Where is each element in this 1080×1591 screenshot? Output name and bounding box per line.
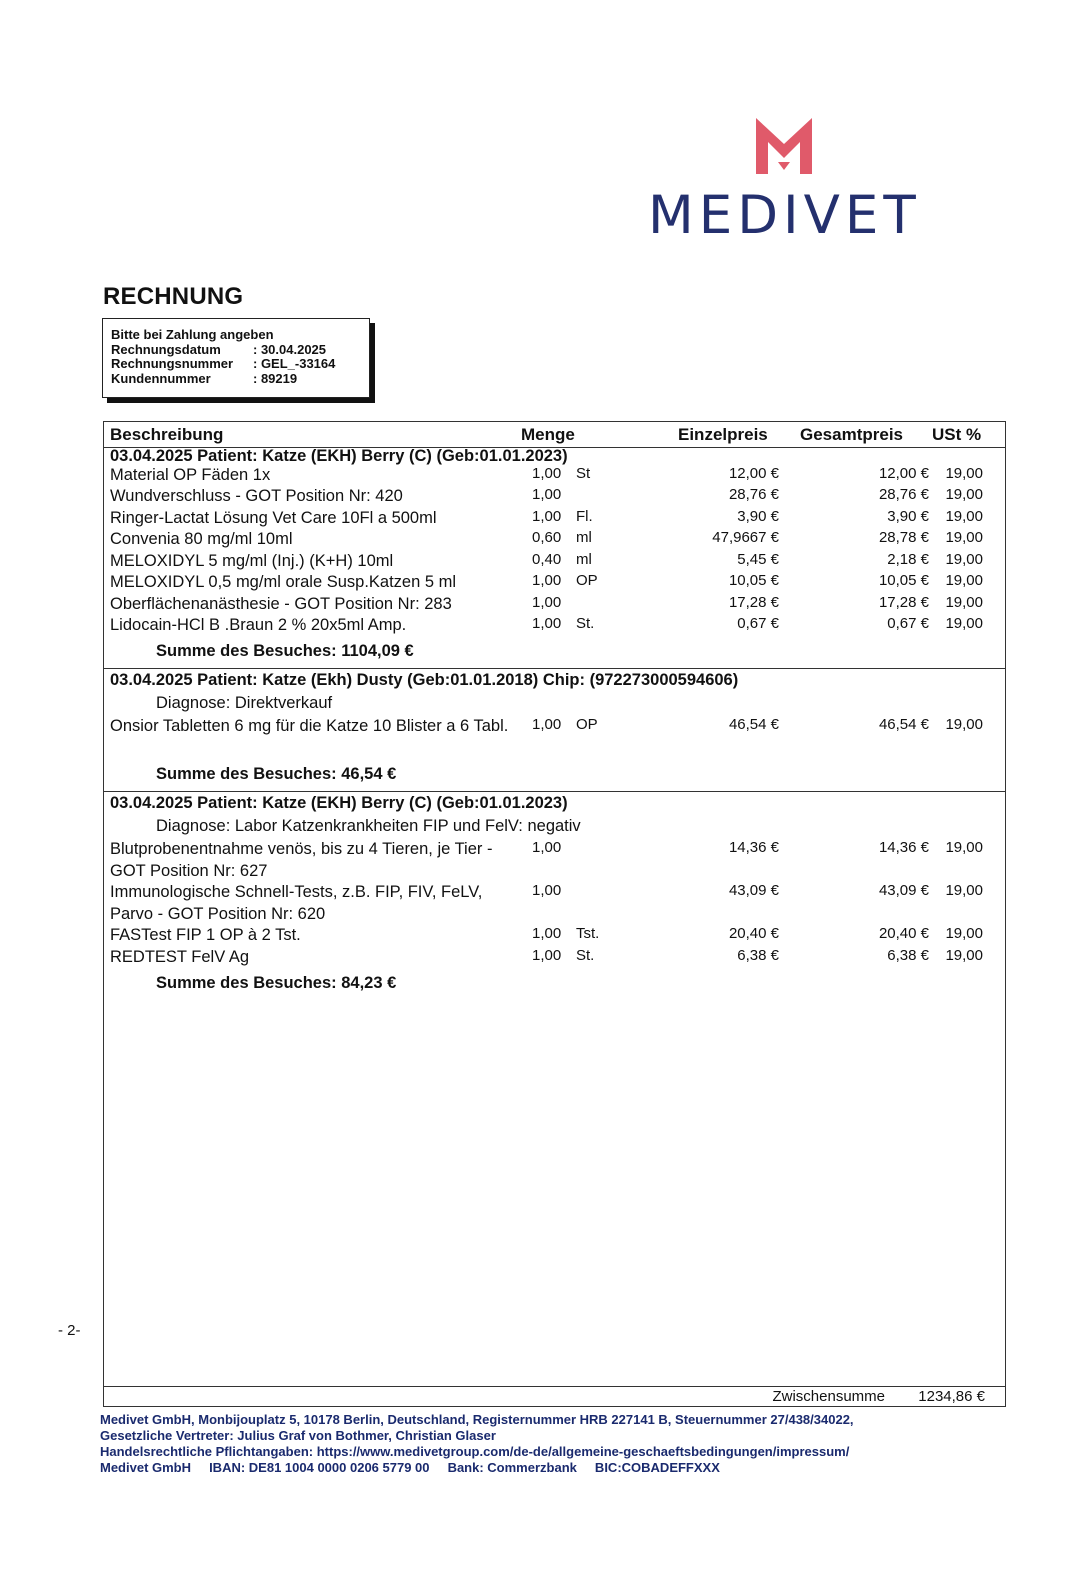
item-vat: 19,00: [945, 572, 983, 589]
item-quantity: 1,00: [532, 925, 562, 942]
info-value: : 89219: [253, 370, 298, 386]
document-title: RECHNUNG: [103, 283, 244, 310]
item-description: Immunologische Schnell-Tests, z.B. FIP, FIV, FeLV, Parvo - GOT Position Nr: 620: [110, 883, 483, 923]
footer-line: Handelsrechtliche Pflichtangaben: https://www.medivetgroup.com/de-de/allgemeine-geschaeftsbedingungen/impressum/: [100, 1444, 850, 1459]
info-row: [111, 372, 369, 387]
item-quantity: 0,60: [532, 529, 562, 546]
item-unit: Tst.: [576, 925, 600, 942]
item-vat: 19,00: [945, 947, 983, 964]
item-total: 28,78 €: [878, 529, 929, 546]
item-total: 0,67 €: [887, 615, 929, 632]
item-vat: 19,00: [945, 529, 983, 546]
item-description: MELOXIDYL 0,5 mg/ml orale Susp.Katzen 5 ml: [110, 573, 457, 591]
item-total: 3,90 €: [887, 508, 929, 525]
item-description: MELOXIDYL 5 mg/ml (Inj.) (K+H) 10ml: [110, 552, 394, 570]
item-unit: ml: [576, 529, 592, 546]
item-description: Onsior Tabletten 6 mg für die Katze 10 Blister a 6 Tabl.: [110, 717, 509, 735]
item-quantity: 1,00: [532, 839, 562, 856]
item-unit-price: 10,05 €: [728, 572, 779, 589]
item-total: 43,09 €: [878, 882, 929, 899]
visit-diagnosis: Diagnose: Direktverkauf: [156, 694, 333, 712]
item-vat: 19,00: [945, 486, 983, 503]
item-vat: 19,00: [945, 508, 983, 525]
item-total: 12,00 €: [878, 465, 929, 482]
item-vat: 19,00: [945, 551, 983, 568]
item-unit: St.: [576, 615, 595, 632]
page-number: - 2-: [58, 1322, 81, 1339]
table-header: [104, 422, 1005, 448]
item-unit-price: 43,09 €: [728, 882, 779, 899]
item-total: 14,36 €: [878, 839, 929, 856]
item-quantity: 1,00: [532, 594, 562, 611]
item-total: 2,18 €: [887, 551, 929, 568]
item-unit: St: [576, 465, 591, 482]
item-unit-price: 14,36 €: [728, 839, 779, 856]
col-total-price: Gesamtpreis: [800, 425, 903, 444]
visit-header: 03.04.2025 Patient: Katze (EKH) Berry (C) (Geb:01.01.2023): [110, 794, 568, 812]
item-unit-price: 47,9667 €: [712, 529, 779, 546]
item-unit: OP: [576, 572, 598, 589]
info-heading: Bitte bei Zahlung angeben: [111, 327, 274, 342]
item-description: Oberflächenanästhesie - GOT Position Nr: 283: [110, 595, 452, 613]
item-vat: 19,00: [945, 716, 983, 733]
medivet-m-mark-icon: [752, 112, 816, 178]
visit-divider: [104, 791, 1005, 792]
item-vat: 19,00: [945, 839, 983, 856]
item-unit: OP: [576, 716, 598, 733]
info-key: Rechnungsnummer: [111, 356, 234, 371]
item-description: Wundverschluss - GOT Position Nr: 420: [110, 487, 403, 505]
info-value: : GEL_-33164: [253, 356, 336, 371]
col-vat: USt %: [932, 425, 982, 444]
brand-name: MEDIVET: [648, 185, 921, 246]
item-unit-price: 20,40 €: [728, 925, 779, 942]
item-quantity: 1,00: [532, 486, 562, 503]
info-row: [111, 343, 369, 358]
item-vat: 19,00: [945, 882, 983, 899]
footer-line: Gesetzliche Vertreter: Julius Graf von Bothmer, Christian Glaser: [100, 1428, 496, 1443]
subtotal-label: Zwischensumme: [772, 1388, 885, 1405]
info-key: Kundennummer: [111, 370, 211, 386]
payment-info-box: [102, 318, 370, 398]
visit-sum: Summe des Besuches: 84,23 €: [156, 974, 397, 992]
item-description: Ringer-Lactat Lösung Vet Care 10Fl a 500ml: [110, 509, 437, 527]
item-description: FASTest FIP 1 OP à 2 Tst.: [110, 926, 301, 944]
item-quantity: 1,00: [532, 882, 562, 899]
item-total: 46,54 €: [878, 716, 929, 733]
item-unit-price: 6,38 €: [737, 947, 779, 964]
visit-divider: [104, 668, 1005, 669]
col-quantity: Menge: [521, 425, 575, 444]
item-unit-price: 0,67 €: [737, 615, 779, 632]
medivet-logo: [648, 112, 928, 246]
item-description: Blutprobenentnahme venös, bis zu 4 Tieren, je Tier - GOT Position Nr: 627: [110, 840, 493, 880]
item-unit: Fl.: [576, 508, 593, 525]
item-unit-price: 46,54 €: [728, 716, 779, 733]
item-total: 10,05 €: [878, 572, 929, 589]
item-unit-price: 5,45 €: [737, 551, 779, 568]
item-unit: St.: [576, 947, 595, 964]
col-description: Beschreibung: [110, 425, 224, 444]
item-description: Material OP Fäden 1x: [110, 466, 271, 484]
col-unit-price: Einzelpreis: [678, 425, 768, 444]
item-description: REDTEST FelV Ag: [110, 948, 250, 966]
item-quantity: 0,40: [532, 551, 562, 568]
visit-diagnosis: Diagnose: Labor Katzenkrankheiten FIP und FelV: negativ: [156, 817, 581, 835]
item-unit-price: 12,00 €: [728, 465, 779, 482]
item-total: 6,38 €: [887, 947, 929, 964]
visit-sum: Summe des Besuches: 1104,09 €: [156, 642, 414, 660]
item-unit-price: 17,28 €: [728, 594, 779, 611]
subtotal-value: 1234,86 €: [918, 1388, 985, 1405]
visit-sum: Summe des Besuches: 46,54 €: [156, 765, 397, 783]
item-total: 20,40 €: [878, 925, 929, 942]
item-quantity: 1,00: [532, 947, 562, 964]
item-quantity: 1,00: [532, 716, 562, 733]
item-description: Convenia 80 mg/ml 10ml: [110, 530, 293, 548]
item-quantity: 1,00: [532, 465, 562, 482]
item-unit-price: 3,90 €: [737, 508, 779, 525]
item-vat: 19,00: [945, 594, 983, 611]
item-total: 28,76 €: [878, 486, 929, 503]
item-vat: 19,00: [945, 465, 983, 482]
visit-header: 03.04.2025 Patient: Katze (EKH) Berry (C) (Geb:01.01.2023): [110, 447, 568, 465]
footer-line: Medivet GmbH, Monbijouplatz 5, 10178 Berlin, Deutschland, Registernummer HRB 227141 B, Steuernummer 27/438/34022,: [100, 1412, 854, 1427]
item-quantity: 1,00: [532, 508, 562, 525]
footer-line: Medivet GmbH IBAN: DE81 1004 0000 0206 5779 00 Bank: Commerzbank BIC:COBADEFFXXX: [100, 1460, 720, 1475]
visit-header: 03.04.2025 Patient: Katze (Ekh) Dusty (Geb:01.01.2018) Chip: (972273000594606): [110, 671, 739, 689]
item-unit: ml: [576, 551, 592, 568]
item-total: 17,28 €: [878, 594, 929, 611]
item-vat: 19,00: [945, 925, 983, 942]
item-unit-price: 28,76 €: [728, 486, 779, 503]
info-value: : 30.04.2025: [253, 341, 327, 357]
info-key: Rechnungsdatum: [111, 341, 221, 357]
item-vat: 19,00: [945, 615, 983, 632]
item-description: Lidocain-HCl B .Braun 2 % 20x5ml Amp.: [110, 616, 407, 634]
invoice-table: [103, 421, 1006, 1407]
item-quantity: 1,00: [532, 615, 562, 632]
subtotal-divider: [104, 1386, 1005, 1387]
item-quantity: 1,00: [532, 572, 562, 589]
footer: [100, 1412, 854, 1476]
info-row: [111, 357, 369, 372]
